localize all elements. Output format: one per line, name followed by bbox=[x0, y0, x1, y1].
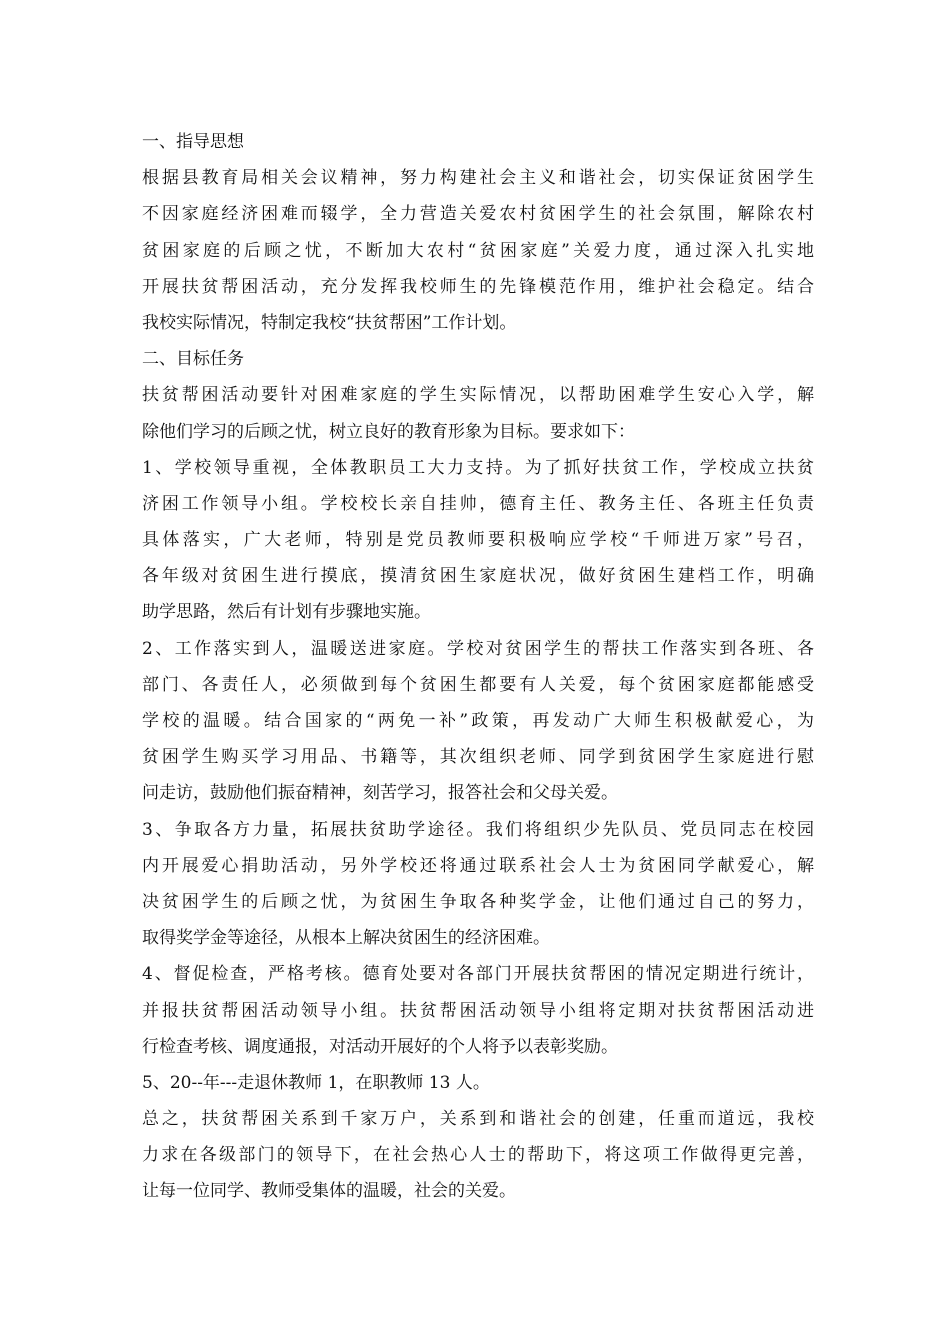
text-line: 问走访，鼓励他们振奋精神，刻苦学习，报答社会和父母关爱。 bbox=[142, 783, 618, 804]
text-line: 行检查考核、调度通报，对活动开展好的个人将予以表彰奖励。 bbox=[142, 1036, 618, 1057]
text-line: 决贫困学生的后顾之忧，为贫困生争取各种奖学金，让他们通过自己的努力， bbox=[142, 891, 814, 912]
document-body bbox=[142, 124, 814, 1210]
text-line: 2、工作落实到人，温暖送进家庭。学校对贫困学生的帮扶工作落实到各班、各 bbox=[142, 638, 814, 659]
text-line: 让每一位同学、教师受集体的温暖，社会的关爱。 bbox=[142, 1181, 516, 1202]
text-line: 不因家庭经济困难而辍学，全力营造关爱农村贫困学生的社会氛围，解除农村 bbox=[142, 204, 814, 225]
text-line: 扶贫帮困活动要针对困难家庭的学生实际情况，以帮助困难学生安心入学，解 bbox=[142, 385, 814, 406]
text-line: 4、督促检查，严格考核。德育处要对各部门开展扶贫帮困的情况定期进行统计， bbox=[142, 964, 814, 985]
text-line: 根据县教育局相关会议精神，努力构建社会主义和谐社会，切实保证贫困学生 bbox=[142, 168, 814, 189]
text-line: 开展扶贫帮困活动，充分发挥我校师生的先锋模范作用，维护社会稳定。结合 bbox=[142, 276, 814, 297]
text-line: 1、学校领导重视，全体教职员工大力支持。为了抓好扶贫工作，学校成立扶贫 bbox=[142, 457, 814, 478]
text-line: 取得奖学金等途径，从根本上解决贫困生的经济困难。 bbox=[142, 928, 550, 949]
text-line: 部门、各责任人，必须做到每个贫困生都要有人关爱，每个贫困家庭都能感受 bbox=[142, 674, 814, 695]
text-line: 总之，扶贫帮困关系到千家万户，关系到和谐社会的创建，任重而道远，我校 bbox=[142, 1109, 814, 1130]
text-line: 5、20--年---走退休教师 1，在职教师 13 人。 bbox=[142, 1072, 490, 1093]
text-line: 内开展爱心捐助活动，另外学校还将通过联系社会人士为贫困同学献爱心，解 bbox=[142, 855, 814, 876]
text-line: 3、争取各方力量，拓展扶贫助学途径。我们将组织少先队员、党员同志在校园 bbox=[142, 819, 814, 840]
text-line: 并报扶贫帮困活动领导小组。扶贫帮困活动领导小组将定期对扶贫帮困活动进 bbox=[142, 1000, 814, 1021]
text-line: 力求在各级部门的领导下，在社会热心人士的帮助下，将这项工作做得更完善， bbox=[142, 1145, 814, 1166]
text-line: 贫困学生购买学习用品、书籍等，其次组织老师、同学到贫困学生家庭进行慰 bbox=[142, 747, 814, 768]
text-line: 学校的温暖。结合国家的“两免一补”政策，再发动广大师生积极献爱心，为 bbox=[142, 711, 814, 731]
text-line: 除他们学习的后顾之忧，树立良好的教育形象为目标。要求如下： bbox=[142, 421, 635, 442]
text-line: 二、目标任务 bbox=[142, 349, 244, 370]
text-line: 济困工作领导小组。学校校长亲自挂帅，德育主任、教务主任、各班主任负责 bbox=[142, 493, 814, 514]
text-line: 一、指导思想 bbox=[142, 132, 244, 152]
text-line: 具体落实，广大老师，特别是党员教师要积极响应学校“千师进万家”号召， bbox=[142, 530, 814, 551]
text-line: 助学思路，然后有计划有步骤地实施。 bbox=[142, 602, 431, 623]
text-line: 我校实际情况，特制定我校“扶贫帮困”工作计划。 bbox=[142, 312, 517, 333]
text-line: 贫困家庭的后顾之忧，不断加大农村“贫困家庭”关爱力度，通过深入扎实地 bbox=[142, 240, 814, 261]
text-line: 各年级对贫困生进行摸底，摸清贫困生家庭状况，做好贫困生建档工作，明确 bbox=[142, 566, 814, 587]
